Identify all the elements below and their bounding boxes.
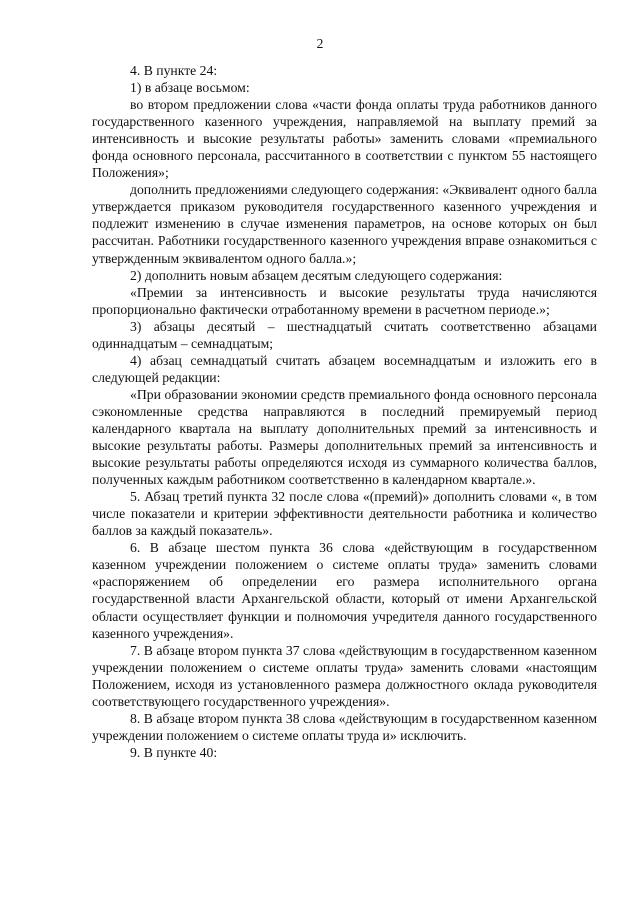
paragraph-item-4: 4. В пункте 24:	[130, 63, 218, 78]
paragraph-subitem-2: 2) дополнить новым абзацем десятым следующего содержания:	[130, 267, 503, 283]
paragraph-text: дополнить предложениями следующего содержания: «Эквивалент одного балла утверждается приказом руководителя государственного казенного учреждения и подлежит изменению в случае изменения параметров, на основе которых он был рассчитан. Работники государственного казенного учреждения вправе ознакомиться с утвержденным эквивалентом одного балла.»;	[92, 182, 597, 266]
paragraph-subitem-4: 4) абзац семнадцатый считать абзацем восемнадцатым и изложить его в следующей редакции:	[92, 352, 597, 385]
paragraph-item-7: 7. В абзаце втором пункта 37 слова «действующим в государственном казенном учреждении положением о системе оплаты труда» заменить словами «настоящим Положением, исходя из установленного размера должностного оклада руководителя соответствующего государственного учреждения».	[92, 642, 597, 709]
paragraph-text: во втором предложении слова «части фонда оплаты труда работников данного государственного казенного учреждения, направляемой на выплату премий за интенсивность и высокие результаты работы» заменить словами «премиального фонда основного персонала, рассчитанного в соответствии с пунктом 55 настоящего Положения»;	[92, 97, 597, 181]
paragraph-item-9: 9. В пункте 40:	[130, 744, 218, 760]
paragraph-item-6: 6. В абзаце шестом пункта 36 слова «действующим в государственном казенном учреждении положением о системе оплаты труда» заменить словами «распоряжением об определении его размера исполнительного органа государственной власти Архангельской области, который от имени Архангельской области осуществляет функции и полномочия учредителя данного государственного казенного учреждения».	[92, 540, 597, 641]
paragraph-item-5: 5. Абзац третий пункта 32 после слова «(премий)» дополнить словами «, в том числе показатели и критерии эффективности деятельности работника и количество баллов за каждый показатель».	[92, 489, 597, 539]
paragraph-item-8: 8. В абзаце втором пункта 38 слова «действующим в государственном казенном учреждении положением о системе оплаты труда и» исключить.	[92, 710, 597, 743]
paragraph-subitem-1: 1) в абзаце восьмом:	[130, 80, 250, 96]
page-number: 2	[316, 36, 324, 51]
paragraph-text: «Премии за интенсивность и высокие результаты труда начисляются пропорционально фактически отработанному времени в расчетном периоде.»;	[92, 284, 597, 317]
paragraph-text: «При образовании экономии средств премиального фонда основного персонала сэкономленные средства направляются в последний премируемый период календарного квартала на выплату дополнительных премий за интенсивность и высокие результаты работы. Размеры дополнительных премий за интенсивность и высокие результаты работы определяются исходя из суммарного количества баллов, полученных каждым работником соответственно в календарном квартале.».	[92, 386, 597, 488]
paragraph-subitem-3: 3) абзацы десятый – шестнадцатый считать соответственно абзацами одиннадцатым – семнадцатым;	[92, 318, 597, 351]
document-body	[92, 62, 597, 761]
